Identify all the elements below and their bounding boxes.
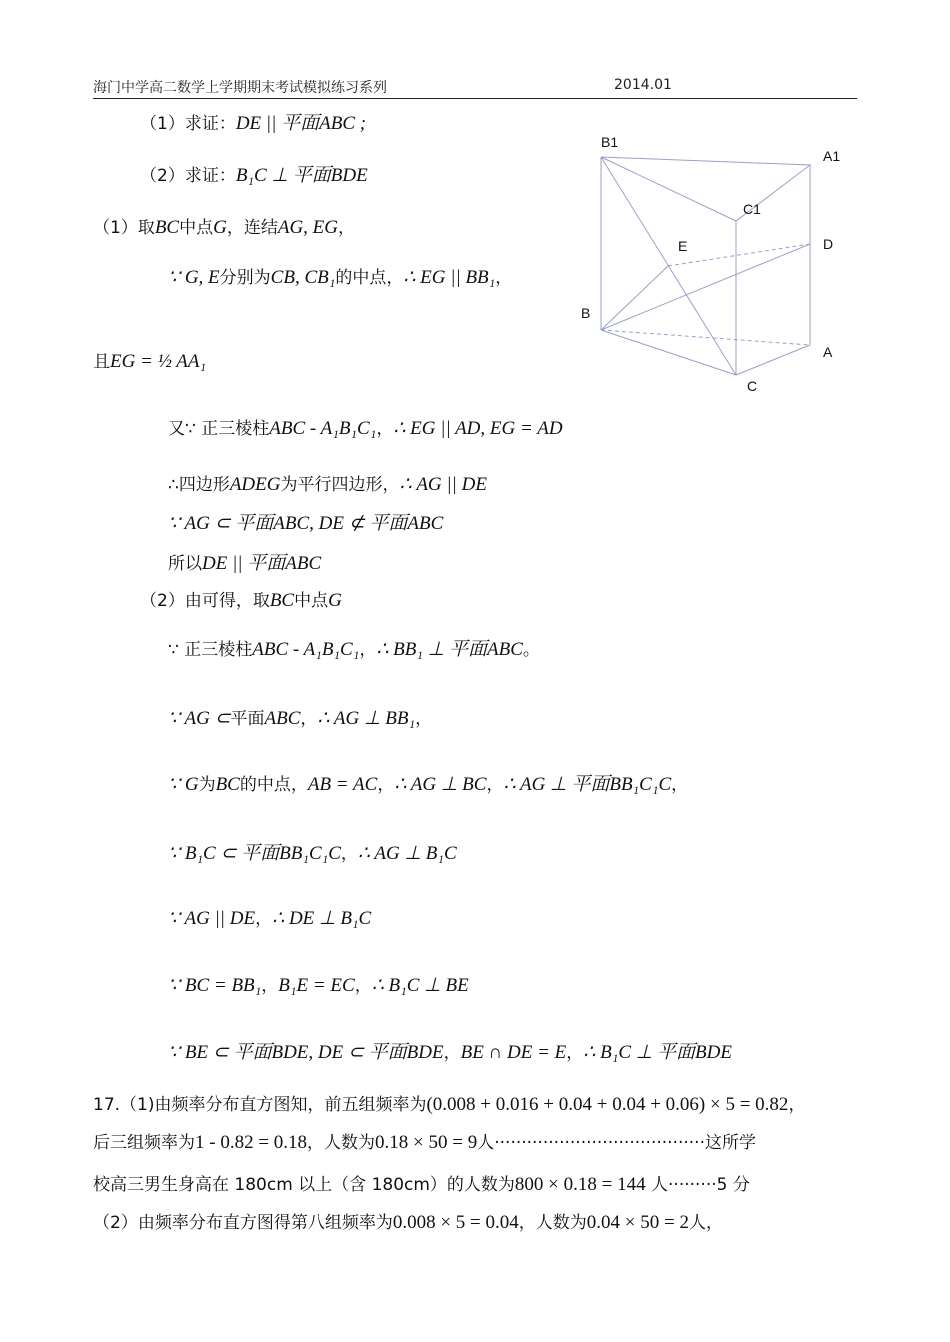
line-5: [93, 347, 206, 373]
formula-segment: ∴ BB₁ ⊥ 平面ABC: [376, 639, 523, 660]
formula-segment: EG = ½ AA₁: [110, 351, 207, 372]
text-segment: （1）求证：: [140, 114, 236, 134]
text-segment: 。: [522, 640, 540, 660]
formula-segment: ABC - A₁B₁C₁: [252, 639, 360, 660]
text-segment: ，: [671, 775, 689, 795]
line-8: [168, 508, 443, 535]
formula-segment: AG, EG: [277, 217, 338, 238]
text-segment: ，: [566, 1043, 584, 1063]
text-segment: 为: [198, 775, 216, 795]
text-segment: 的中点，: [335, 268, 404, 288]
text-segment: ，人数为: [307, 1133, 376, 1153]
text-segment: ，: [443, 1043, 461, 1063]
edge-ed-hidden: [668, 244, 810, 266]
text-segment: 人，: [688, 1213, 723, 1233]
text-segment: ，人数为: [518, 1213, 587, 1233]
text-segment: 17.（1)由频率分布直方图知，前五组频率为: [93, 1095, 427, 1115]
text-segment: ，: [300, 709, 318, 729]
line-11: [168, 634, 540, 661]
text-segment: 的中点，: [239, 775, 308, 795]
formula-segment: BC: [269, 590, 295, 611]
formula-segment: ∵ AG ⊂ 平面ABC, DE ⊄ 平面ABC: [168, 513, 444, 534]
label-a: A: [823, 344, 833, 360]
line-17: [168, 1037, 732, 1064]
edge-ba-hidden: [601, 330, 810, 345]
formula-segment: B₁E = EC: [278, 975, 355, 996]
text-segment: （2）由可得，取: [140, 591, 270, 611]
edge-bc: [601, 330, 736, 375]
top-face: [601, 157, 810, 221]
line-21: [93, 1208, 723, 1234]
text-segment: 又∵ 正三棱柱: [168, 419, 270, 439]
text-segment: 且: [93, 352, 110, 372]
line-1: [140, 108, 366, 135]
formula-segment: ∴ EG || AD, EG = AD: [393, 418, 563, 439]
formula-segment: BC: [215, 774, 240, 795]
line-4: [168, 263, 512, 289]
text-segment: ∵ 正三棱柱: [168, 640, 253, 660]
line-9: [168, 548, 321, 575]
text-segment: ，: [340, 844, 358, 864]
formula-segment: AB = AC: [307, 774, 378, 795]
formula-segment: ABC: [264, 708, 301, 729]
prism-figure: [570, 130, 860, 400]
text-segment: ，: [376, 419, 394, 439]
edge-be: [601, 266, 668, 330]
formula-segment: 0.18 × 50 = 9: [375, 1132, 478, 1153]
header-date: 2014.01: [614, 77, 672, 93]
text-segment: ，: [415, 709, 433, 729]
label-c1: C1: [743, 201, 761, 217]
formula-segment: ∴ AG ⊥ BB₁: [317, 708, 416, 729]
line-12: [168, 704, 432, 730]
header-rule: [93, 98, 857, 99]
formula-segment: 0.04 × 50 = 2: [586, 1212, 689, 1233]
line-18: [93, 1090, 805, 1116]
text-segment: 校高三男生身高在 180cm 以上（含 180cm）的人数为: [93, 1175, 515, 1195]
line-10: [140, 586, 342, 612]
text-segment: ，: [261, 976, 279, 996]
text-segment: ，: [495, 268, 513, 288]
text-segment: 后三组频率为: [93, 1133, 195, 1153]
formula-segment: ∴ EG || BB₁: [403, 267, 496, 288]
formula-segment: CB, CB₁: [270, 267, 336, 288]
label-a1: A1: [823, 148, 841, 164]
line-3: [93, 213, 355, 239]
formula-segment: ∵ AG ⊂: [168, 708, 231, 729]
text-segment: （2）由频率分布直方图得第八组频率为: [93, 1213, 393, 1233]
text-segment: （1）取: [93, 218, 155, 238]
formula-segment: BC: [154, 217, 180, 238]
formula-segment: 1 - 0.82 = 0.18: [195, 1132, 308, 1153]
text-segment: 中点: [294, 591, 329, 611]
line-7: [168, 470, 487, 496]
line-20: [93, 1170, 750, 1196]
line-19: [93, 1128, 756, 1154]
label-b1: B1: [601, 134, 619, 150]
formula-segment: ∵ G, E: [168, 267, 220, 288]
text-segment: ，: [338, 218, 355, 238]
formula-segment: ∴ AG ⊥ 平面BB₁C₁C: [503, 774, 672, 795]
formula-segment: ∴ AG ⊥ BC: [394, 774, 487, 795]
formula-segment: ∵ AG || DE: [168, 908, 256, 929]
formula-segment: ABC - A₁B₁C₁: [269, 418, 377, 439]
text-segment: ，: [354, 976, 372, 996]
formula-segment: G: [328, 590, 342, 611]
line-15: [168, 904, 371, 930]
line-14: [168, 838, 457, 865]
formula-segment: ADEG: [229, 474, 281, 495]
label-e: E: [678, 238, 688, 254]
label-c: C: [747, 378, 758, 394]
formula-segment: DE || 平面ABC: [202, 553, 322, 574]
formula-segment: 0.008 × 5 = 0.04: [392, 1212, 519, 1233]
text-segment: ，: [255, 909, 273, 929]
text-segment: 为平行四边形，: [280, 475, 400, 495]
text-segment: ，: [377, 775, 395, 795]
line-13: [168, 769, 688, 796]
text-segment: 分别为: [219, 268, 271, 288]
text-segment: 人·········5 分: [645, 1175, 750, 1195]
label-b: B: [581, 305, 591, 321]
formula-segment: (0.008 + 0.016 + 0.04 + 0.04 + 0.06) × 5 = 0.82: [426, 1094, 789, 1115]
edge-bd: [601, 244, 810, 330]
text-segment: 人·······································这所学: [477, 1133, 756, 1153]
text-segment: 所以: [168, 554, 202, 574]
text-segment: 平面: [230, 709, 265, 729]
text-segment: （2）求证：: [140, 166, 236, 186]
formula-segment: ∴ AG ⊥ B₁C: [357, 843, 457, 864]
text-segment: ，: [788, 1095, 806, 1115]
edge-ca: [736, 345, 810, 375]
formula-segment: ∵ BE ⊂ 平面BDE, DE ⊂ 平面BDE: [168, 1042, 444, 1063]
formula-segment: ∵ G: [168, 774, 199, 795]
header-title: 海门中学高二数学上学期期末考试模拟练习系列: [93, 80, 387, 96]
formula-segment: G: [213, 217, 227, 238]
text-segment: 中点: [179, 218, 214, 238]
formula-segment: ∴ B₁C ⊥ BE: [371, 975, 469, 996]
formula-segment: BE ∩ DE = E: [460, 1042, 567, 1063]
line-16: [168, 971, 469, 997]
formula-segment: DE || 平面ABC ;: [235, 113, 367, 134]
formula-segment: ∴ AG || DE: [399, 474, 487, 495]
text-segment: ，连结: [226, 218, 278, 238]
text-segment: ，: [359, 640, 377, 660]
line-6: [168, 414, 563, 440]
line-2: [140, 160, 368, 187]
formula-segment: ∵ B₁C ⊂ 平面BB₁C₁C: [168, 843, 341, 864]
formula-segment: ∵ BC = BB₁: [168, 975, 262, 996]
label-d: D: [823, 236, 834, 252]
formula-segment: ∴ DE ⊥ B₁C: [272, 908, 372, 929]
text-segment: ∴四边形: [168, 475, 230, 495]
formula-segment: B₁C ⊥ 平面BDE: [235, 165, 368, 186]
formula-segment: ∴ B₁C ⊥ 平面BDE: [583, 1042, 732, 1063]
text-segment: ，: [486, 775, 504, 795]
formula-segment: 800 × 0.18 = 144: [514, 1174, 646, 1195]
